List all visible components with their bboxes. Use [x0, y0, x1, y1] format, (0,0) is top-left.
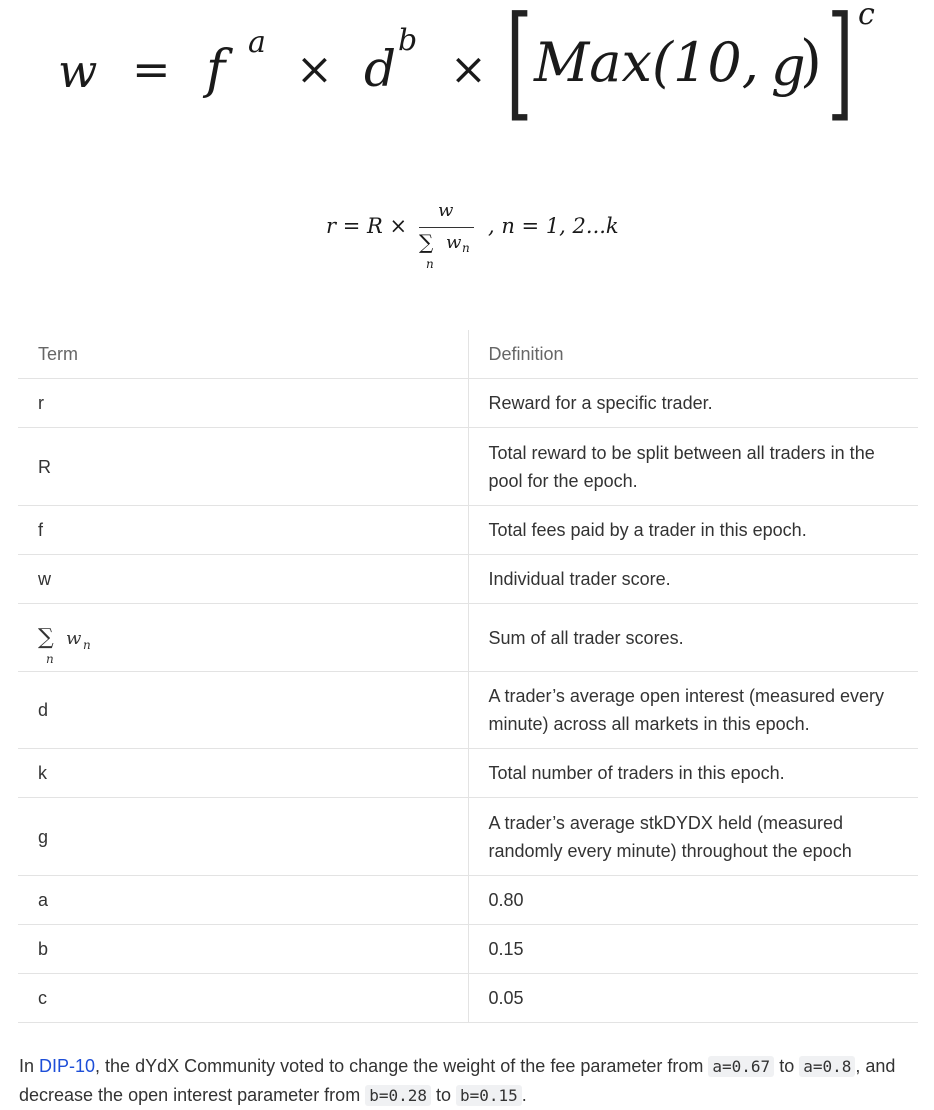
sum-formula: [38, 613, 468, 666]
table-row: [18, 672, 918, 749]
term-cell: c: [18, 974, 468, 1023]
sum-w: w: [66, 627, 82, 649]
sum-sigma: ∑: [38, 624, 54, 650]
term-cell: a: [18, 876, 468, 925]
formula-max: Max(10,: [534, 31, 759, 94]
table-row: [18, 798, 918, 876]
fraction-bar: [419, 227, 474, 228]
definition-cell: Individual trader score.: [468, 555, 918, 604]
definition-cell: A trader’s average open interest (measured every minute) across all markets in this epoch.: [468, 672, 918, 749]
table-row: [18, 379, 918, 428]
table-header-row: [18, 330, 918, 379]
formula-d: d: [364, 40, 397, 98]
term-cell: w: [18, 555, 468, 604]
table-row: [18, 749, 918, 798]
formula-close-paren: ): [800, 29, 822, 94]
term-cell-sum: [18, 604, 468, 672]
ratio-lhs: r = R ×: [326, 214, 408, 238]
definition-cell: A trader’s average stkDYDX held (measured randomly every minute) throughout the epoch: [468, 798, 918, 876]
ratio-under-n: n: [426, 257, 434, 271]
definition-cell: Reward for a specific trader.: [468, 379, 918, 428]
dip-note-paragraph: [19, 1052, 919, 1110]
term-cell: r: [18, 379, 468, 428]
table-row: [18, 604, 918, 672]
formula-times-1: ×: [296, 44, 333, 95]
table-row: [18, 506, 918, 555]
term-cell: g: [18, 798, 468, 876]
formula-exp-a: a: [248, 25, 266, 60]
ratio-denominator-w: w: [446, 232, 462, 253]
term-cell: k: [18, 749, 468, 798]
term-cell: d: [18, 672, 468, 749]
main-formula: [58, 0, 878, 140]
definition-cell: Total reward to be split between all traders in the pool for the epoch.: [468, 428, 918, 506]
dip-10-link[interactable]: DIP-10: [39, 1056, 96, 1076]
header-definition: Definition: [468, 330, 918, 379]
code-b-new: b=0.15: [456, 1085, 522, 1106]
ratio-numerator: w: [438, 200, 454, 221]
ratio-denominator-sub: n: [462, 241, 470, 255]
sum-under-n: n: [46, 651, 54, 666]
code-a-old: a=0.67: [708, 1056, 774, 1077]
table-row: [18, 974, 918, 1023]
table-row: [18, 428, 918, 506]
table-row: [18, 555, 918, 604]
definition-cell: Total number of traders in this epoch.: [468, 749, 918, 798]
term-cell: R: [18, 428, 468, 506]
table-row: [18, 876, 918, 925]
note-text-4: to: [430, 1085, 456, 1105]
sum-sub-n: n: [83, 637, 91, 652]
formula-equals: =: [132, 42, 171, 96]
formula-w: w: [58, 44, 98, 98]
code-a-new: a=0.8: [799, 1056, 855, 1077]
formula-g: g: [771, 35, 806, 98]
terms-table: [18, 330, 918, 1023]
table-row: [18, 925, 918, 974]
formula-times-2: ×: [450, 44, 487, 95]
note-text-5: .: [521, 1085, 527, 1105]
code-b-old: b=0.28: [365, 1085, 431, 1106]
definition-cell: 0.05: [468, 974, 918, 1023]
formula-right-bracket: ]: [827, 0, 854, 134]
term-cell: f: [18, 506, 468, 555]
definition-cell: 0.15: [468, 925, 918, 974]
formula-exp-c: c: [858, 0, 875, 32]
note-text-2: to: [774, 1056, 800, 1076]
ratio-tail: , n = 1, 2...k: [488, 214, 619, 238]
note-text-3: , and decrease the open interest parameter from: [19, 1056, 896, 1105]
definition-cell: Sum of all trader scores.: [468, 604, 918, 672]
formula-exp-b: b: [398, 23, 418, 58]
definition-cell: Total fees paid by a trader in this epoch.: [468, 506, 918, 555]
formula-f: f: [206, 40, 226, 100]
note-text-1: , the dYdX Community voted to change the weight of the fee parameter from: [95, 1056, 709, 1076]
note-prefix: In: [19, 1056, 40, 1076]
formula-left-bracket: [: [506, 0, 533, 134]
term-cell: b: [18, 925, 468, 974]
ratio-sigma: ∑: [419, 230, 434, 254]
definition-cell: 0.80: [468, 876, 918, 925]
header-term: Term: [18, 330, 468, 379]
ratio-formula: [326, 196, 626, 276]
